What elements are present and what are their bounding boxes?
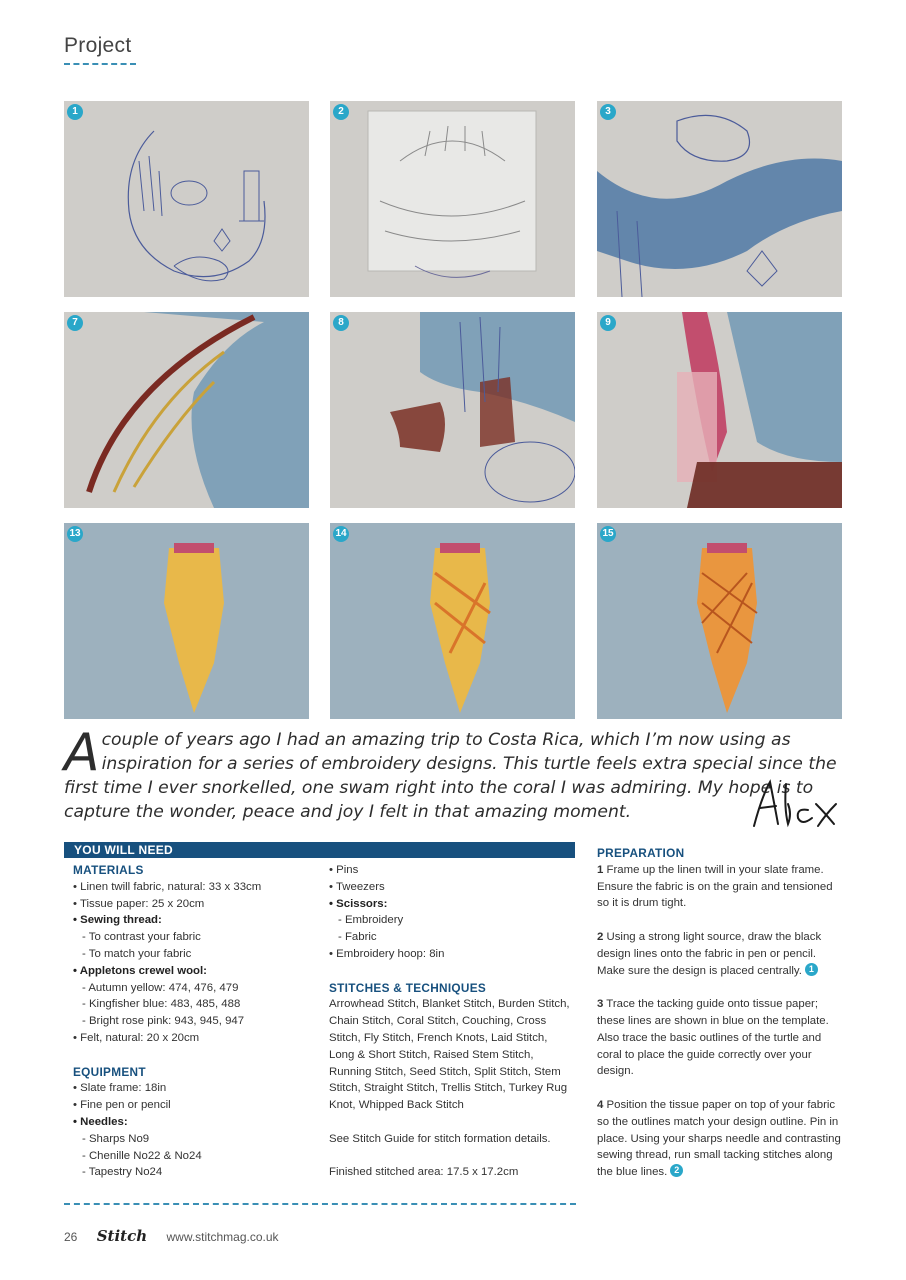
photo-ref-badge: 1 — [805, 963, 818, 976]
materials-item: • Tissue paper: 25 x 20cm — [73, 897, 205, 910]
step-photo-14 — [330, 523, 575, 719]
materials-heading: MATERIALS — [73, 863, 144, 877]
photo-orange-trellis — [330, 523, 575, 719]
section-label: Project — [64, 34, 132, 57]
photo-tissue-paper — [330, 101, 575, 297]
signature — [748, 774, 848, 836]
step-badge: 14 — [333, 526, 349, 542]
materials-column — [73, 862, 323, 1181]
equipment-item: • Needles: — [73, 1115, 128, 1128]
tools-item: • Embroidery hoop: 8in — [329, 947, 445, 960]
step-badge: 8 — [333, 315, 349, 331]
stitch-guide-note: See Stitch Guide for stitch formation details. — [329, 1132, 551, 1145]
drop-cap: A — [64, 723, 100, 783]
materials-subitem: - Kingfisher blue: 483, 485, 488 — [82, 998, 241, 1011]
step-badge: 7 — [67, 315, 83, 331]
materials-item: • Felt, natural: 20 x 20cm — [73, 1031, 200, 1044]
preparation-step-3: 3 Trace the tacking guide onto tissue paper; these lines are shown in blue on the template. Also trace the basic outlines of the turtle and coral to place the guide correctly over your design. — [597, 998, 829, 1078]
tools-subitem: - Embroidery — [338, 914, 404, 927]
equipment-heading: EQUIPMENT — [73, 1064, 146, 1079]
finished-area: Finished stitched area: 17.5 x 17.2cm — [329, 1166, 519, 1179]
photo-design-drawing — [64, 101, 309, 297]
photo-yellow-laid-stitch — [64, 523, 309, 719]
step-photo-8 — [330, 312, 575, 508]
materials-item: • Appletons crewel wool: — [73, 964, 207, 977]
photo-ref-badge: 2 — [670, 1164, 683, 1177]
step-badge: 2 — [333, 104, 349, 120]
photo-coral-base — [330, 312, 575, 508]
equipment-item: • Slate frame: 18in — [73, 1082, 167, 1095]
page-number: 26 — [64, 1230, 78, 1244]
step-badge: 15 — [600, 526, 616, 542]
tools-item: • Pins — [329, 864, 359, 876]
photo-blue-seed-stitch — [597, 101, 842, 297]
step-photo-9 — [597, 312, 842, 508]
step-badge: 9 — [600, 315, 616, 331]
equipment-subitem: - Chenille No22 & No24 — [82, 1149, 202, 1162]
step-badge: 13 — [67, 526, 83, 542]
materials-subitem: - Autumn yellow: 474, 476, 479 — [82, 981, 239, 994]
preparation-step-2: 2 Using a strong light source, draw the black design lines onto the fabric in pen or pencil. Make sure the design is placed centrally. 1 — [597, 930, 822, 977]
equipment-subitem: - Sharps No9 — [82, 1132, 150, 1145]
preparation-heading: PREPARATION — [597, 846, 685, 860]
preparation-step-1: 1 Frame up the linen twill in your slate frame. Ensure the fabric is on the grain and tensioned so it is drum tight. — [597, 863, 833, 910]
photo-pink-long-short-stitch — [597, 312, 842, 508]
step-photo-3 — [597, 101, 842, 297]
intro-text: couple of years ago I had an amazing trip to Costa Rica, which I’m now using as inspiration for a series of embroidery designs. This turtle feels extra special since the first time I ever snorkelled, one swam right into the coral I was admiring. My hope is to capture the wonder, peace and joy I felt in that amazing moment. — [64, 730, 837, 822]
photo-finished-trellis — [597, 523, 842, 719]
equipment-subitem: - Tapestry No24 — [82, 1166, 163, 1179]
stitches-heading: STITCHES & TECHNIQUES — [329, 980, 487, 995]
materials-item: • Linen twill fabric, natural: 33 x 33cm — [73, 880, 262, 893]
materials-subitem: - To match your fabric — [82, 947, 192, 960]
materials-item: • Sewing thread: — [73, 914, 162, 927]
step-badge: 3 — [600, 104, 616, 120]
step-photo-15 — [597, 523, 842, 719]
materials-subitem: - To contrast your fabric — [82, 931, 201, 944]
materials-subitem: - Bright rose pink: 943, 945, 947 — [82, 1015, 245, 1028]
step-photo-13 — [64, 523, 309, 719]
stitches-list: Arrowhead Stitch, Blanket Stitch, Burden Stitch, Chain Stitch, Coral Stitch, Couching, Cross Stitch, Fly Stitch, French Knots, Laid Stitch, Long & Short Stitch, Raised Stem Stitch, Running Stitch, Seed Stitch, Split Stitch, Stem Stitch, Straight Stitch, Trellis Stitch, Turkey Rug Knot, Whipped Back Stitch — [329, 998, 570, 1112]
equipment-item: • Fine pen or pencil — [73, 1099, 171, 1112]
website-url: www.stitchmag.co.uk — [166, 1230, 279, 1244]
preparation-step-4: 4 Position the tissue paper on top of your fabric so the outlines match your design outline. Pin in place. Using your sharps needle and contrasting sewing thread, run small tacking stitches along the blue lines. 2 — [597, 1098, 841, 1179]
tools-item: • Tweezers — [329, 880, 385, 893]
step-photo-2 — [330, 101, 575, 297]
step-photo-7 — [64, 312, 309, 508]
tools-stitches-column — [329, 862, 575, 1181]
magazine-logo: Stitch — [96, 1227, 148, 1245]
step-photo-1 — [64, 101, 309, 297]
photo-coral-outline — [64, 312, 309, 508]
intro-paragraph — [64, 723, 844, 824]
step-badge: 1 — [67, 104, 83, 120]
bottom-divider — [64, 1203, 576, 1205]
section-underline — [64, 63, 136, 65]
preparation-column — [597, 845, 843, 1181]
tools-subitem: - Fabric — [338, 931, 377, 944]
you-will-need-header: YOU WILL NEED — [64, 842, 575, 858]
tools-item: • Scissors: — [329, 897, 388, 910]
footer — [64, 1227, 279, 1245]
